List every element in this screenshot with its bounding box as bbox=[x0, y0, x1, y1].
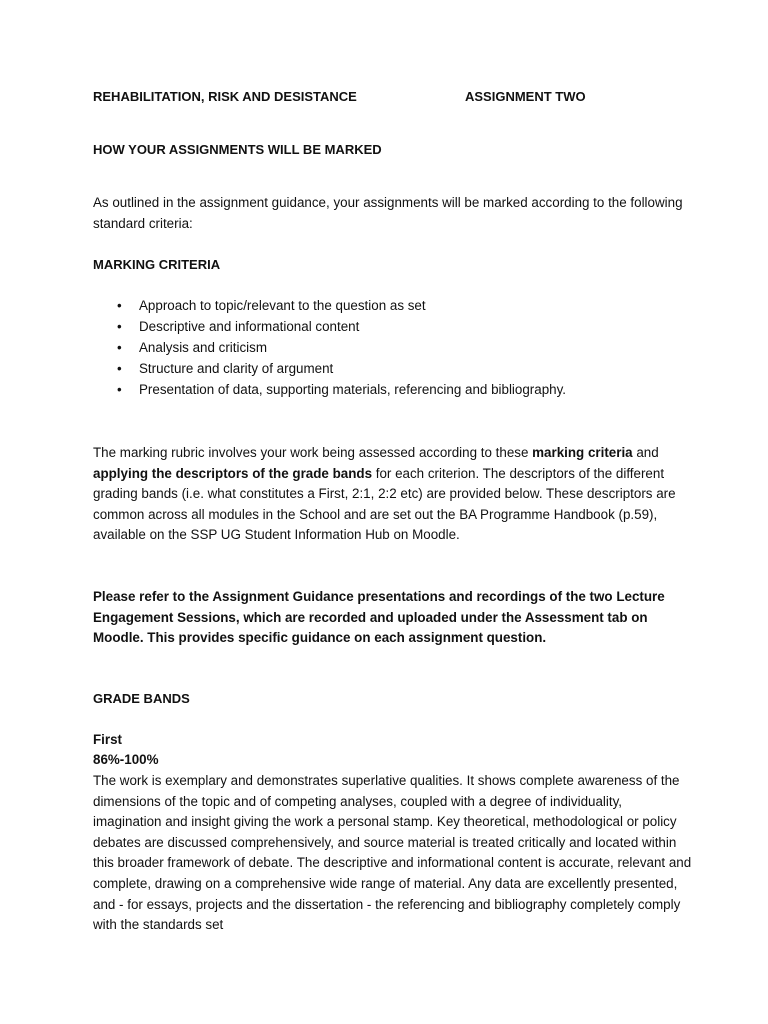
bullet-icon: • bbox=[117, 382, 122, 397]
marking-criteria-list bbox=[93, 296, 693, 401]
grade-first-description: The work is exemplary and demonstrates superlative qualities. It shows complete awareness of the dimensions of the topic and of competing analyses, coupled with a degree of individuality, imagination and insight giving the work a personal stamp. Key theoretical, methodological or policy debates are discussed comprehensively, and source material is treated critically and located within this broader framework of debate. The descriptive and informational content is accurate, relevant and complete, drawing on a comprehensive wide range of material. Any data are excellently presented, and - for essays, projects and the dissertation - the referencing and bibliography completely comply with the standards set bbox=[93, 773, 692, 933]
list-item: • Analysis and criticism bbox=[93, 338, 693, 359]
assignment-label: ASSIGNMENT TWO bbox=[465, 89, 586, 104]
rubric-bold-descriptors: applying the descriptors of the grade bands bbox=[93, 465, 373, 481]
bullet-icon: • bbox=[117, 298, 122, 313]
bullet-icon: • bbox=[117, 319, 122, 334]
list-item: • Descriptive and informational content bbox=[93, 317, 693, 338]
section-heading-marking: HOW YOUR ASSIGNMENTS WILL BE MARKED bbox=[93, 142, 382, 157]
rubric-paragraph: The marking rubric involves your work being assessed according to these marking criteria and applying the descriptors of the grade bands for each criterion. The descriptors of the different grading bands (i.e. what constitutes a First, 2:1, 2:2 etc) are provided below. These descriptors are common across all modules in the School and are set out the BA Programme Handbook (p.59), available on the SSP UG Student Information Hub on Moodle. bbox=[93, 445, 676, 543]
document-header bbox=[93, 87, 693, 108]
module-title: REHABILITATION, RISK AND DESISTANCE bbox=[93, 89, 357, 104]
list-item: • Structure and clarity of argument bbox=[93, 359, 693, 380]
marking-criteria-heading: MARKING CRITERIA bbox=[93, 257, 221, 272]
grade-first-range: 86%-100% bbox=[93, 752, 159, 767]
bullet-icon: • bbox=[117, 361, 122, 376]
guidance-note: Please refer to the Assignment Guidance presentations and recordings of the two Lecture Engagement Sessions, which are recorded and uploaded under the Assessment tab on Moodle. This provides specific guidance on each assignment question. bbox=[93, 589, 665, 646]
grade-bands-heading: GRADE BANDS bbox=[93, 691, 190, 706]
rubric-bold-criteria: marking criteria bbox=[532, 445, 633, 460]
list-item: • Approach to topic/relevant to the question as set bbox=[93, 296, 693, 317]
list-item: • Presentation of data, supporting materials, referencing and bibliography. bbox=[93, 380, 693, 401]
intro-paragraph: As outlined in the assignment guidance, your assignments will be marked according to the following standard criteria: bbox=[93, 195, 683, 231]
bullet-icon: • bbox=[117, 340, 122, 355]
grade-first-label: First bbox=[93, 732, 123, 747]
